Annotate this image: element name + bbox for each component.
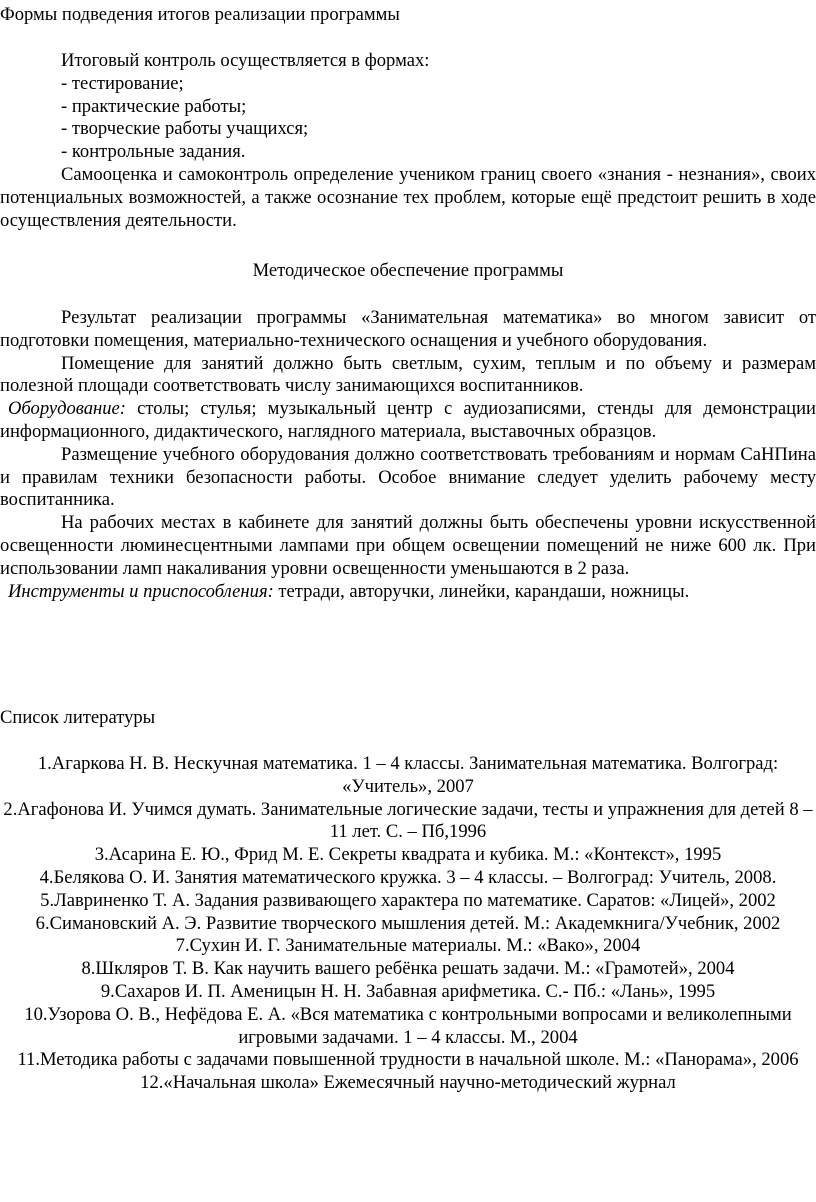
literature-item: 10.Узорова О. В., Нефёдова Е. А. «Вся математика с контрольными вопросами и великолепными игровыми задачами. 1 – 4 классы. М., 2004 (24, 1003, 792, 1048)
methodical-paragraph-4: На рабочих местах в кабинете для занятий должны быть обеспечены уровни искусственной освещенности люминесцентными лампами при общем освещении помещений не ниже 600 лк. При использовании ламп накаливания уровни освещенности уменьшаются в 2 раза. (0, 512, 816, 579)
literature-item: 7.Сухин И. Г. Занимательные материалы. М.: «Вако», 2004 (175, 935, 641, 957)
results-intro: Итоговый контроль осуществляется в формах: (61, 50, 430, 71)
equipment-text: столы; стулья; музыкальный центр с аудиозаписями, стенды для демонстрации информационного, дидактического, наглядного материала, выставочных образцов. (0, 398, 816, 442)
literature-item: 4.Белякова О. И. Занятия математического кружка. 3 – 4 классы. – Волгоград: Учитель, 2008. (39, 866, 777, 888)
section-methodical (0, 260, 816, 283)
section-title-results: Формы подведения итогов реализации программы (0, 4, 400, 25)
methodical-body (0, 307, 816, 603)
literature-item: 12.«Начальная школа» Ежемесячный научно-методический журнал (140, 1072, 676, 1094)
methodical-paragraph-3: Размещение учебного оборудования должно соответствовать требованиям и нормам СаНПина и правилам техники безопасности работы. Особое внимание следует уделить рабочему месту воспитанника. (0, 443, 816, 511)
literature-item: 8.Шкляров Т. В. Как научить вашего ребёнка решать задачи. М.: «Грамотей», 2004 (81, 958, 735, 980)
equipment-label: Оборудование: (8, 398, 126, 420)
literature-item: 5.Лавриненко Т. А. Задания развивающего характера по математике. Саратов: «Лицей», 2002 (40, 889, 776, 911)
literature-item: 3.Асарина Е. Ю., Фрид М. Е. Секреты квадрата и кубика. М.: «Контекст», 1995 (94, 844, 722, 866)
methodical-paragraph-1: Результат реализации программы «Занимательная математика» во многом зависит от подготовки помещения, материально-технического оснащения и учебного оборудования. (0, 307, 816, 351)
tools-paragraph (0, 581, 816, 604)
results-item: - практические работы; (61, 95, 247, 117)
section-literature (0, 707, 816, 730)
results-item: - тестирование; (61, 72, 184, 94)
selfcheck-paragraph: Самооценка и самоконтроль определение учеником границ своего «знания - незнания», своих потенциальных возможностей, а также осознание тех проблем, которые ещё предстоит решить в ходе осуществления деятельности. (0, 163, 816, 231)
section-results-forms (0, 4, 816, 27)
literature-list (0, 753, 816, 1095)
tools-label: Инструменты и приспособления: (8, 580, 274, 602)
results-item: - творческие работы учащихся; (61, 118, 309, 140)
section-title-methodical: Методическое обеспечение программы (252, 260, 564, 281)
methodical-paragraph-2: Помещение для занятий должно быть светлым, сухим, теплым и по объему и размерам полезной площади соответствовать числу занимающихся воспитанников. (0, 352, 816, 397)
results-item: - контрольные задания. (61, 141, 246, 163)
equipment-paragraph (0, 398, 816, 444)
section-title-literature: Список литературы (0, 707, 156, 728)
literature-item: 1.Агаркова Н. В. Нескучная математика. 1 – 4 классы. Занимательная математика. Волгоград: «Учитель», 2007 (37, 753, 779, 797)
literature-item: 9.Сахаров И. П. Аменицын Н. Н. Забавная арифметика. С.- Пб.: «Лань», 1995 (100, 980, 716, 1002)
literature-item: 6.Симановский А. Э. Развитие творческого мышления детей. М.: Академкнига/Учебник, 2002 (35, 912, 781, 934)
literature-item: 2.Агафонова И. Учимся думать. Занимательные логические задачи, тесты и упражнения для детей 8 – 11 лет. С. – Пб,1996 (3, 798, 813, 843)
tools-text: тетради, авторучки, линейки, карандаши, ножницы. (273, 580, 690, 602)
results-list-block (0, 50, 816, 232)
literature-item: 11.Методика работы с задачами повышенной трудности в начальной школе. М.: «Панорама», 2006 (17, 1049, 799, 1071)
